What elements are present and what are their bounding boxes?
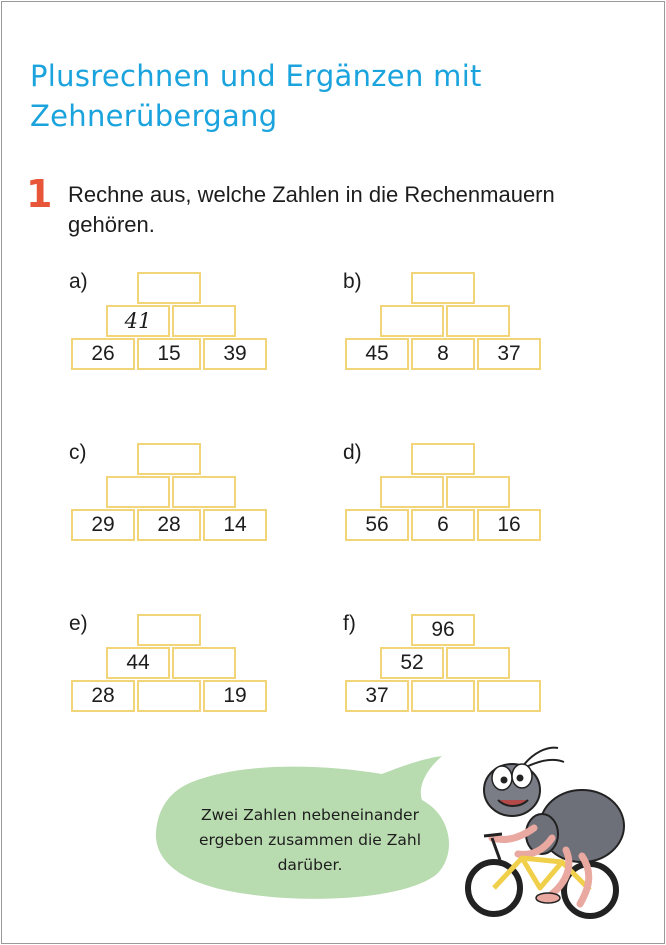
wall-brick: 56 [345, 509, 409, 541]
ant-on-bicycle-icon [462, 738, 642, 928]
wall-label: d) [343, 441, 362, 464]
wall-label: a) [69, 270, 88, 293]
wall-brick[interactable] [137, 614, 201, 646]
wall-brick: 45 [345, 338, 409, 370]
wall-brick: 28 [71, 680, 135, 712]
wall-brick: 15 [137, 338, 201, 370]
wall-brick[interactable] [137, 443, 201, 475]
wall-brick: 39 [203, 338, 267, 370]
hint-line: darüber. [277, 856, 343, 874]
wall-brick: 28 [137, 509, 201, 541]
wall-brick[interactable] [380, 476, 444, 508]
wall-brick: 29 [71, 509, 135, 541]
wall-brick: 41 [106, 305, 170, 337]
wall-brick[interactable] [106, 476, 170, 508]
wall-brick: 96 [411, 614, 475, 646]
wall-brick[interactable] [411, 272, 475, 304]
wall-brick: 6 [411, 509, 475, 541]
wall-brick[interactable] [446, 647, 510, 679]
wall-label: c) [69, 441, 87, 464]
wall-brick[interactable] [172, 647, 236, 679]
wall-brick[interactable] [411, 443, 475, 475]
wall-brick: 37 [345, 680, 409, 712]
wall-brick: 19 [203, 680, 267, 712]
wall-label: f) [343, 612, 356, 635]
wall-brick: 44 [106, 647, 170, 679]
wall-brick: 14 [203, 509, 267, 541]
wall-brick[interactable] [172, 305, 236, 337]
wall-brick[interactable] [446, 476, 510, 508]
hint-line: Zwei Zahlen nebeneinander [201, 806, 419, 824]
wall-label: e) [69, 612, 88, 635]
wall-brick[interactable] [137, 272, 201, 304]
wall-brick: 8 [411, 338, 475, 370]
hint-text [176, 803, 444, 878]
task-number: 1 [26, 172, 53, 216]
wall-brick[interactable] [137, 680, 201, 712]
hint-line: ergeben zusammen die Zahl [198, 831, 421, 849]
page-title: Plusrechnen und Ergänzen mit Zehnerübergang [30, 59, 482, 133]
wall-brick: 37 [477, 338, 541, 370]
wall-brick[interactable] [446, 305, 510, 337]
wall-brick[interactable] [477, 680, 541, 712]
wall-brick[interactable] [380, 305, 444, 337]
task-instruction: Rechne aus, welche Zahlen in die Rechenmauern gehören. [68, 182, 555, 237]
wall-brick: 16 [477, 509, 541, 541]
wall-brick[interactable] [172, 476, 236, 508]
wall-brick: 26 [71, 338, 135, 370]
wall-brick[interactable] [411, 680, 475, 712]
wall-label: b) [343, 270, 362, 293]
wall-brick: 52 [380, 647, 444, 679]
